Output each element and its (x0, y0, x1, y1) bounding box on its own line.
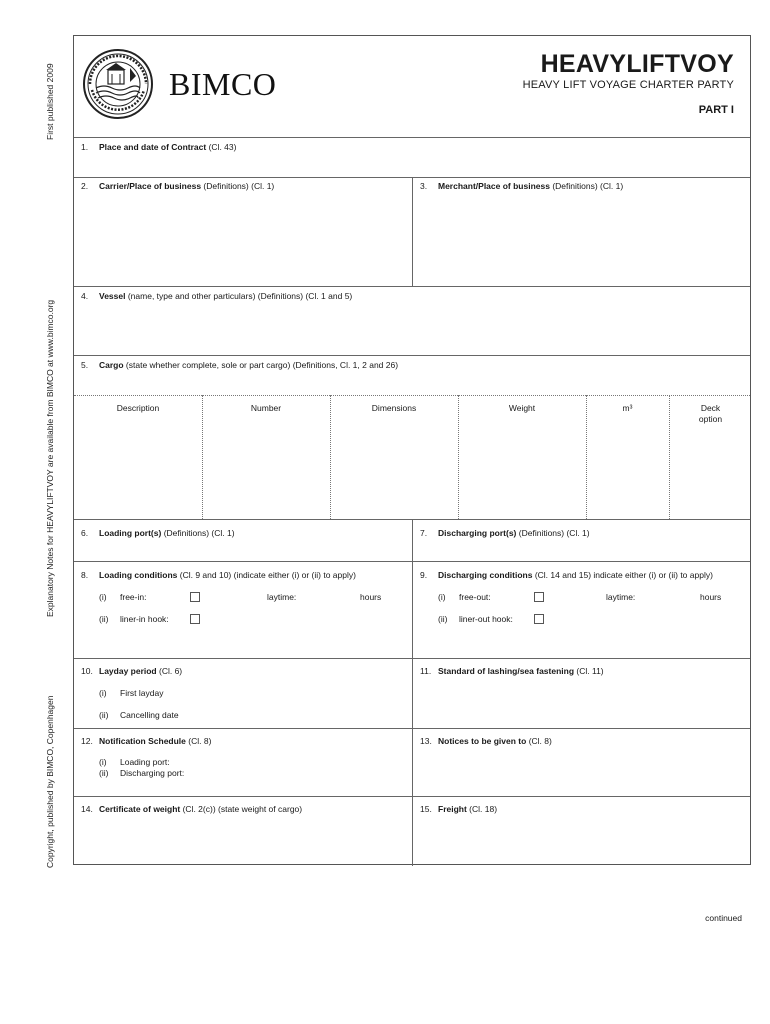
discharging-i: (i) (438, 592, 446, 602)
box-12-notification-schedule: 12. Notification Schedule (Cl. 8) (81, 736, 212, 746)
layday-first-label: First layday (120, 688, 164, 698)
box-1-place-date-contract: 1. Place and date of Contract (Cl. 43) (81, 142, 237, 152)
notification-loading-label: Loading port: (120, 757, 170, 767)
layday-ii: (ii) (99, 710, 109, 720)
side-copyright: Copyright, published by BIMCO, Copenhagen (45, 695, 55, 868)
cargo-col-deck: Deck (700, 403, 721, 413)
cargo-col-number: Number (250, 403, 282, 413)
loading-liner-in-checkbox[interactable] (190, 614, 200, 625)
part-label: PART I (698, 104, 734, 116)
discharging-liner-out-checkbox[interactable] (534, 614, 544, 625)
loading-free-in-label: free-in: (120, 592, 147, 602)
side-explanatory-notes: Explanatory Notes for HEAVYLIFTVOY are available from BIMCO at www.bimco.org (45, 299, 55, 617)
box-2-carrier: 2. Carrier/Place of business (Definitions) (Cl. 1) (81, 181, 275, 191)
charter-party-form (73, 35, 751, 865)
notification-ii: (ii) (99, 768, 109, 778)
box-8-loading-conditions: 8. Loading conditions (Cl. 9 and 10) (indicate either (i) or (ii) to apply) (81, 570, 356, 580)
discharging-free-out-label: free-out: (459, 592, 491, 602)
loading-laytime-label: laytime: (267, 592, 297, 602)
cargo-col-m3: m³ (622, 403, 633, 413)
discharging-hours-label: hours (700, 592, 722, 602)
loading-hours-label: hours (360, 592, 382, 602)
discharging-ii: (ii) (438, 614, 448, 624)
box-5-cargo: 5. Cargo (state whether complete, sole or part cargo) (Definitions, Cl. 1, 2 and 26) (81, 360, 399, 370)
discharging-liner-out-label: liner-out hook: (459, 614, 513, 624)
document-title: HEAVYLIFTVOY (540, 50, 734, 78)
side-first-published: First published 2009 (45, 63, 55, 140)
box-6-loading-ports: 6. Loading port(s) (Definitions) (Cl. 1) (81, 528, 235, 538)
bimco-seal-logo (82, 48, 154, 120)
box-10-layday-period: 10. Layday period (Cl. 6) (81, 666, 183, 676)
box-14-certificate-weight: 14. Certificate of weight (Cl. 2(c)) (state weight of cargo) (81, 804, 303, 814)
loading-i: (i) (99, 592, 107, 602)
loading-liner-in-label: liner-in hook: (120, 614, 169, 624)
notification-discharging-label: Discharging port: (120, 768, 185, 778)
box-7-discharging-ports: 7. Discharging port(s) (Definitions) (Cl. 1) (420, 528, 590, 538)
discharging-free-out-checkbox[interactable] (534, 592, 544, 603)
cargo-col-option: option (698, 414, 723, 424)
loading-free-in-checkbox[interactable] (190, 592, 200, 603)
box-15-freight: 15. Freight (Cl. 18) (420, 804, 498, 814)
cargo-col-weight: Weight (508, 403, 536, 413)
document-subtitle: HEAVY LIFT VOYAGE CHARTER PARTY (522, 79, 734, 91)
cargo-col-dimensions: Dimensions (371, 403, 417, 413)
discharging-laytime-label: laytime: (606, 592, 636, 602)
brand-name: BIMCO (169, 66, 277, 102)
box-3-merchant: 3. Merchant/Place of business (Definitions) (Cl. 1) (420, 181, 624, 191)
box-13-notices-to: 13. Notices to be given to (Cl. 8) (420, 736, 552, 746)
layday-i: (i) (99, 688, 107, 698)
loading-ii: (ii) (99, 614, 109, 624)
cargo-col-description: Description (116, 403, 160, 413)
box-4-vessel: 4. Vessel (name, type and other particulars) (Definitions) (Cl. 1 and 5) (81, 291, 353, 301)
box-11-lashing-standard: 11. Standard of lashing/sea fastening (Cl. 11) (420, 666, 604, 676)
notification-i: (i) (99, 757, 107, 767)
layday-cancelling-label: Cancelling date (120, 710, 179, 720)
continued-label: continued (705, 913, 742, 923)
box-9-discharging-conditions: 9. Discharging conditions (Cl. 14 and 15) indicate either (i) or (ii) to apply) (420, 570, 713, 580)
